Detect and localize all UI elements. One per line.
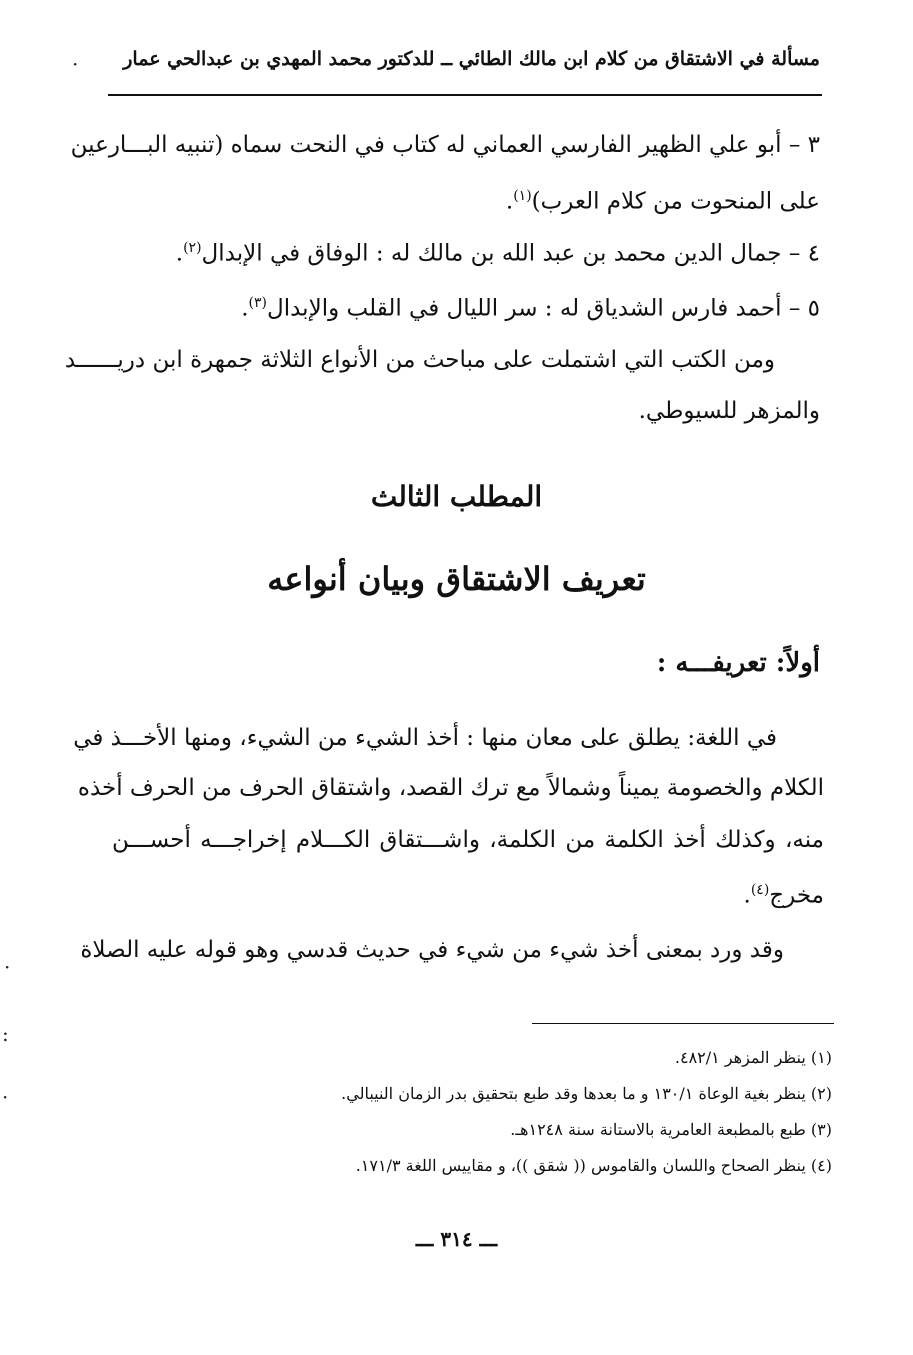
list-item-3-line-2: على المنحوت من كلام العرب)$^{(١)}$. <box>505 188 820 215</box>
page-number: ـــ ٣١٤ ـــ <box>415 1227 498 1251</box>
list-item-5: ٥ – أحمد فارس الشدياق له : سر الليال في القلب والإبدال$^{(٣)}$. <box>241 295 820 322</box>
paragraph-2-line-1: في اللغة: يطلق على معان منها : أخذ الشيء من الشيء، ومنها الأخـــذ في <box>73 725 777 751</box>
footnote-ref-2: (٢) <box>183 240 202 256</box>
paragraph-1-line-1: ومن الكتب التي اشتملت على مباحث من الأنواع الثلاثة جمهرة ابن دريــــــد <box>64 347 775 373</box>
list-item-4: ٤ – جمال الدين محمد بن عبد الله بن مالك له : الوفاق في الإبدال$^{(٢)}$. <box>175 240 820 267</box>
list-item-5-text: ٥ – أحمد فارس الشدياق له : سر الليال في القلب والإبدال <box>267 295 820 322</box>
scan-speck: · <box>2 1085 9 1109</box>
paragraph-3-line-1: وقد ورد بمعنى أخذ شيء من شيء في حديث قدسي وهو قوله عليه الصلاة <box>80 937 784 963</box>
scan-speck: · <box>72 52 79 76</box>
footnote-2: (٢) ينظر بغية الوعاة ١٣٠/١ و ما بعدها وقد طبع بتحقيق بدر الزمان النيبالي. <box>341 1084 832 1103</box>
list-item-3-line-1: ٣ – أبو علي الظهير الفارسي العماني له كتاب في النحت سماه (تنبيه البـــارعين <box>70 132 820 158</box>
scan-speck: · <box>4 955 11 979</box>
paragraph-2-line-4-text: مخرج <box>769 882 824 909</box>
footnote-divider <box>532 1023 834 1024</box>
footnote-ref-1: (١) <box>513 188 532 204</box>
section-heading: المطلب الثالث <box>370 480 543 513</box>
paragraph-2-line-2: الكلام والخصومة يميناً وشمالاً مع ترك القصد، واشتقاق الحرف من الحرف أخذه <box>77 775 824 801</box>
paragraph-2-line-4: مخرج$^{(٤)}$. <box>743 882 824 909</box>
paragraph-2-line-3: منه، وكذلك أخذ الكلمة من الكلمة، واشـــتقاق الكـــلام إخراجـــه أحســـن <box>112 827 824 853</box>
section-title: تعريف الاشتقاق وبيان أنواعه <box>267 560 646 598</box>
footnote-3: (٣) طبع بالمطبعة العامرية بالاستانة سنة ١٢٤٨هـ. <box>510 1120 832 1139</box>
footnote-1: (١) ينظر المزهر ٤٨٢/١. <box>674 1048 832 1067</box>
running-header: مسألة في الاشتقاق من كلام ابن مالك الطائي ــ للدكتور محمد المهدي بن عبدالحي عمار <box>123 48 820 70</box>
header-divider <box>108 94 822 96</box>
footnote-ref-3: (٣) <box>248 295 267 311</box>
footnote-ref-4: (٤) <box>750 882 770 898</box>
scan-speck: : <box>2 1022 9 1046</box>
paragraph-1-line-2: والمزهر للسيوطي. <box>638 398 820 424</box>
footnote-4: (٤) ينظر الصحاح واللسان والقاموس (( شقق ))، و مقاييس اللغة ١٧١/٣. <box>355 1156 832 1175</box>
list-item-4-text: ٤ – جمال الدين محمد بن عبد الله بن مالك له : الوفاق في الإبدال <box>201 240 820 267</box>
list-item-3-text: على المنحوت من كلام العرب) <box>531 188 820 215</box>
definition-subheading: أولاً: تعريفـــه : <box>656 648 820 678</box>
